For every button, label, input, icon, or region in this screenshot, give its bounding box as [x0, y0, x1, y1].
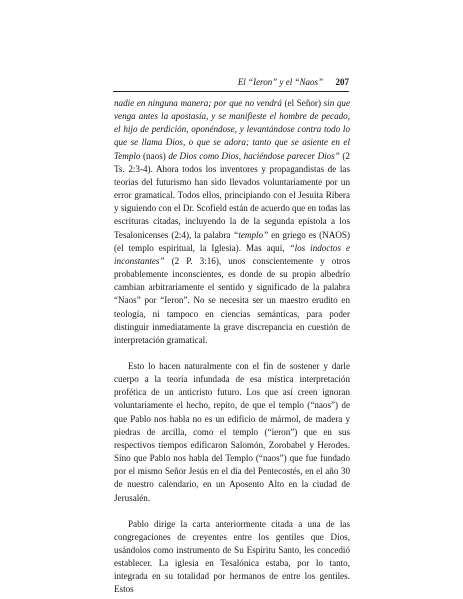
running-title: El “Ieron” y el “Naos”: [237, 77, 323, 87]
paragraph: [114, 360, 350, 505]
text-run: Pablo dirige la carta anteriormente citada a una de las congregaciones de creyentes entre los gentiles que Dios, usándolos como instrumento de Su Espíritu Santo, les concedió establecer. La iglesia en Tesalónica estaba, por lo tanto, integrada en su totalidad por hermanos de entre los gentiles. Estos: [114, 518, 350, 595]
text-run: (naos): [140, 150, 169, 161]
text-run: (el Señor): [281, 98, 324, 108]
text-run: (2 Ts. 2:3-4). Ahora todos los inventores y propagandistas de las teorías del futurismo han sido llevados voluntariamente por un error gramatical. Todos ellos, principiando con el Jesuita Ribera y siguiendo con el Dr. Scofield están de acuerdo que en todas las escrituras citadas, incluyendo la de la segunda epístola a los Tesalonicenses (2:4), la palabra: [114, 150, 350, 240]
text-run: (2 P. 3:16), unos conscientemente y otros probablemente inconscientes, es donde de su propio albedrío cambian arbitrariamente el sentido y significado de la palabra “Naos” por “Ieron”. No se necesita ser un maestro erudito en teología, ni tampoco en ciencias semánticas, para poder distinguir inmediatamente la grave discrepancia en cuestión de interpretación gramatical.: [114, 255, 350, 345]
body-text: [114, 97, 350, 597]
italic-text-run: “templo”: [233, 229, 269, 240]
header-rule: [113, 91, 349, 92]
running-header: [113, 76, 349, 89]
text-run: Esto lo hacen naturalmente con el fin de sostener y darle cuerpo a la teoría infundada de esa mística interpretación profética de un anticristo futuro. Los que así creen ignoran voluntariamente el hecho, repito, de que el templo (“naos”) de que Pablo nos habla no es un edificio de mármol, de madera y piedras de arcilla, como el templo (“ieron”) que en sus respectivos tiempos edificaron Salomón, Zorobabel y Herodes. Sino que Pablo nos habla del Templo (“naos”) que fue fundado por el mismo Señor Jesús en el día del Pentecostés, en el año 30 de nuestro calendario, en un Aposento Alto en la ciudad de Jerusalén.: [114, 360, 350, 503]
text-run: en griego es (NAOS) (el templo espiritual, la Iglesia). Mas aquí,: [114, 229, 350, 253]
page-number: 207: [335, 77, 349, 87]
italic-text-run: nadie en ninguna manera; por que no vendrá: [114, 98, 282, 108]
italic-text-run: sin que venga antes la apostasía, y se manifieste el hombre de pecado, el hijo de perdición, oponéndose, y levantándose contra todo lo que se llama Dios, o que se adora; tanto que se asiente en el Templo: [114, 98, 350, 161]
italic-text-run: de Dios como Dios, haciéndose parecer Dios”: [168, 150, 340, 161]
paragraph: [114, 97, 350, 347]
italic-text-run: “los indoctos e inconstantes”: [114, 242, 350, 266]
paragraph: [114, 518, 350, 597]
